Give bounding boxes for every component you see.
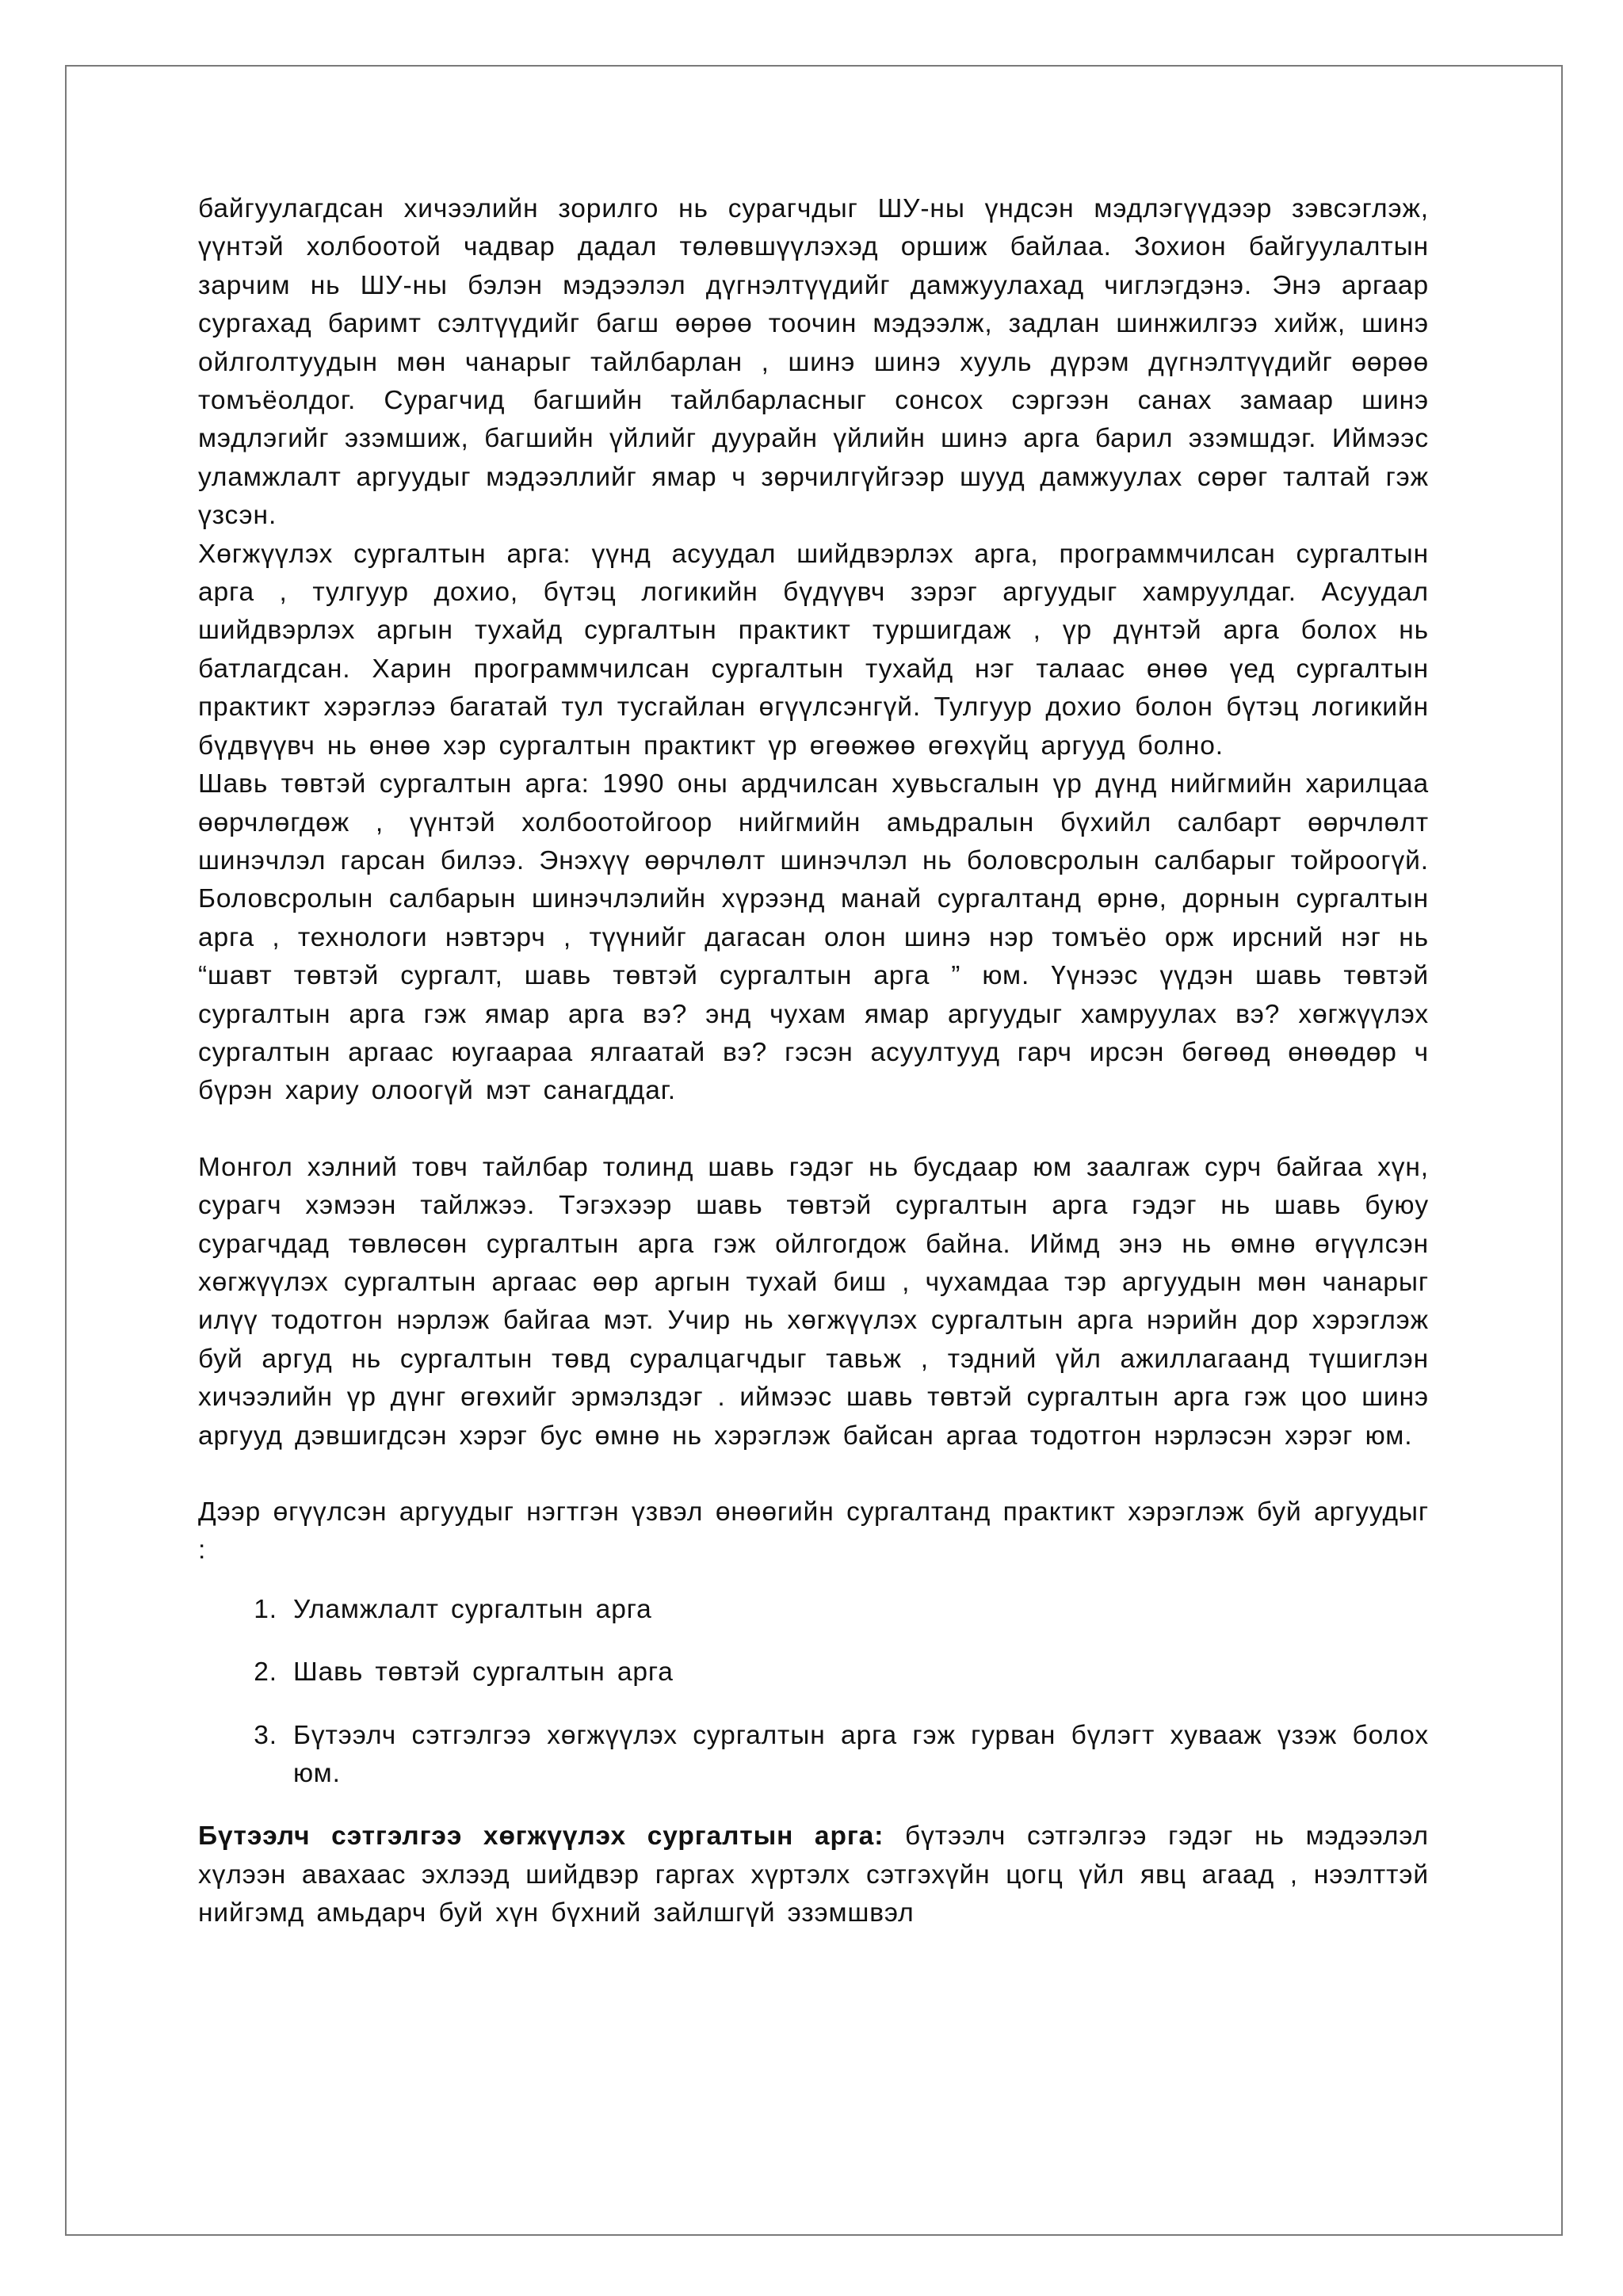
- section-lead-heading: Бүтээлч сэтгэлгээ хөгжүүлэх сургалтын арга:: [198, 1821, 884, 1852]
- paragraph-dictionary-definition: Монгол хэлний товч тайлбар толинд шавь гэдэг нь бусдаар юм заалгаж сурч байгаа хүн, сурагч хэмээн тайлжээ. Тэгэхээр шавь төвтэй сургалтын арга гэдэг нь шавь буюу сурагчдад төвлөсөн сургалтын арга гэж ойлгогдож байна. Иймд энэ нь өмнө өгүүлсэн хөгжүүлэх сургалтын аргаас өөр аргын тухай биш , чухамдаа тэр аргуудын мөн чанарыг илүү тодотгон нэрлэж байгаа мэт. Учир нь хөгжүүлэх сургалтын арга нэрийн дор хэрэглэж буй аргуд нь сургалтын төвд суралцагчдыг тавьж , тэдний үйл ажиллагаанд түшиглэн хичээлийн үр дүнг өгөхийг эрмэлздэг . иймээс шавь төвтэй сургалтын арга гэж цоо шинэ аргууд дэвшигдсэн хэрэг бус өмнө нь хэрэглэж байсан аргаа тодотгон нэрлэсэн хэрэг юм.: [198, 1152, 1429, 1451]
- section-lead-text: бүтээлч сэтгэлгээ гэдэг нь мэдээлэл хүлээн авахаас эхлээд шийдвэр гаргах хүртэлх сэтгэхүйн цогц үйл явц агаад , нээлттэй нийгэмд амьдарч буй хүн бүхний зайлшгүй эзэмшвэл: [198, 1821, 1429, 1928]
- list-item-text: Уламжлалт сургалтын арга: [293, 1594, 652, 1624]
- list-item-text: Бүтээлч сэтгэлгээ хөгжүүлэх сургалтын арга гэж гурван бүлэгт хувааж үзэж болох юм.: [293, 1720, 1429, 1789]
- list-item-text: Шавь төвтэй сургалтын арга: [293, 1657, 674, 1688]
- document-body: [198, 190, 1429, 1933]
- paragraph-creative-thinking: [198, 1817, 1429, 1932]
- list-item-number: 2.: [254, 1657, 277, 1688]
- list-item-number: 3.: [254, 1720, 277, 1750]
- paragraph-student-centered-method: Шавь төвтэй сургалтын арга: 1990 оны ардчилсан хувьсгалын үр дүнд нийгмийн харилцаа өөрчлөгдөж , үүнтэй холбоотойгоор нийгмийн амьдралын бүхийл салбарт өөрчлөлт шинэчлэл гарсан билээ. Энэхүү өөрчлөлт шинэчлэл нь боловсролын салбарыг тойроогүй. Боловсролын салбарын шинэчлэлийн хүрээнд манай сургалтанд өрнө, дорнын сургалтын арга , технологи нэвтэрч , түүнийг дагасан олон шинэ нэр томъёо орж ирсний нэг нь “шавт төвтэй сургалт, шавь төвтэй сургалтын арга ” юм. Үүнээс үүдэн шавь төвтэй сургалтын арга гэж ямар арга вэ? энд чухам ямар аргуудыг хамруулах вэ? хөгжүүлэх сургалтын аргаас юугаараа ялгаатай вэ? гэсэн асуултууд гарч ирсэн бөгөөд өнөөдөр ч бүрэн хариу олоогүй мэт санагддаг.: [198, 769, 1429, 1106]
- list-item-number: 1.: [254, 1594, 277, 1624]
- list-item: [198, 1653, 1429, 1691]
- paragraph-summary: Дээр өгүүлсэн аргуудыг нэгтгэн үзвэл өнөөгийн сургалтанд практикт хэрэглэж буй аргуудыг :: [198, 1497, 1429, 1566]
- paragraph-developmental-method: Хөгжүүлэх сургалтын арга: үүнд асуудал шийдвэрлэх арга, программчилсан сургалтын арга , тулгуур дохио, бүтэц логикийн бүдүүвч зэрэг аргуудыг хамруулдаг. Асуудал шийдвэрлэх аргын тухайд сургалтын практикт туршигдаж , үр дүнтэй арга болох нь батлагдсан. Харин программчилсан сургалтын тухайд нэг талаас өнөө үед сургалтын практикт хэрэглээ багатай тул тусгайлан өгүүлсэнгүй. Тулгуур дохио болон бүтэц логикийн бүдвүүвч нь өнөө хэр сургалтын практикт үр өгөөжөө өгөхүйц аргууд болно.: [198, 539, 1429, 761]
- list-item: [198, 1591, 1429, 1629]
- list-item: [198, 1717, 1429, 1794]
- paragraph-traditional-method: байгуулагдсан хичээлийн зорилго нь сурагчдыг ШУ-ны үндсэн мэдлэгүүдээр зэвсэглэж, үүнтэй холбоотой чадвар дадал төлөвшүүлэхэд оршиж байлаа. Зохион байгуулалтын зарчим нь ШУ-ны бэлэн мэдээлэл дүгнэлтүүдийг дамжуулахад чиглэгдэнэ. Энэ аргаар сургахад баримт сэлтүүдийг багш өөрөө тоочин мэдээлж, задлан шинжилгээ хийж, шинэ ойлголтуудын мөн чанарыг тайлбарлан , шинэ шинэ хууль дүрэм дүгнэлтүүдийг өөрөө томъёолдог. Сурагчид багшийн тайлбарласныг сонсох сэргээн санах замаар шинэ мэдлэгийг эзэмшиж, багшийн үйлийг дуурайн үйлийн шинэ арга барил эзэмшдэг. Иймээс уламжлалт аргуудыг мэдээллийг ямар ч зөрчилгүйгээр шууд дамжуулах сөрөг талтай гэж үзсэн.: [198, 194, 1429, 531]
- methods-list: [198, 1591, 1429, 1794]
